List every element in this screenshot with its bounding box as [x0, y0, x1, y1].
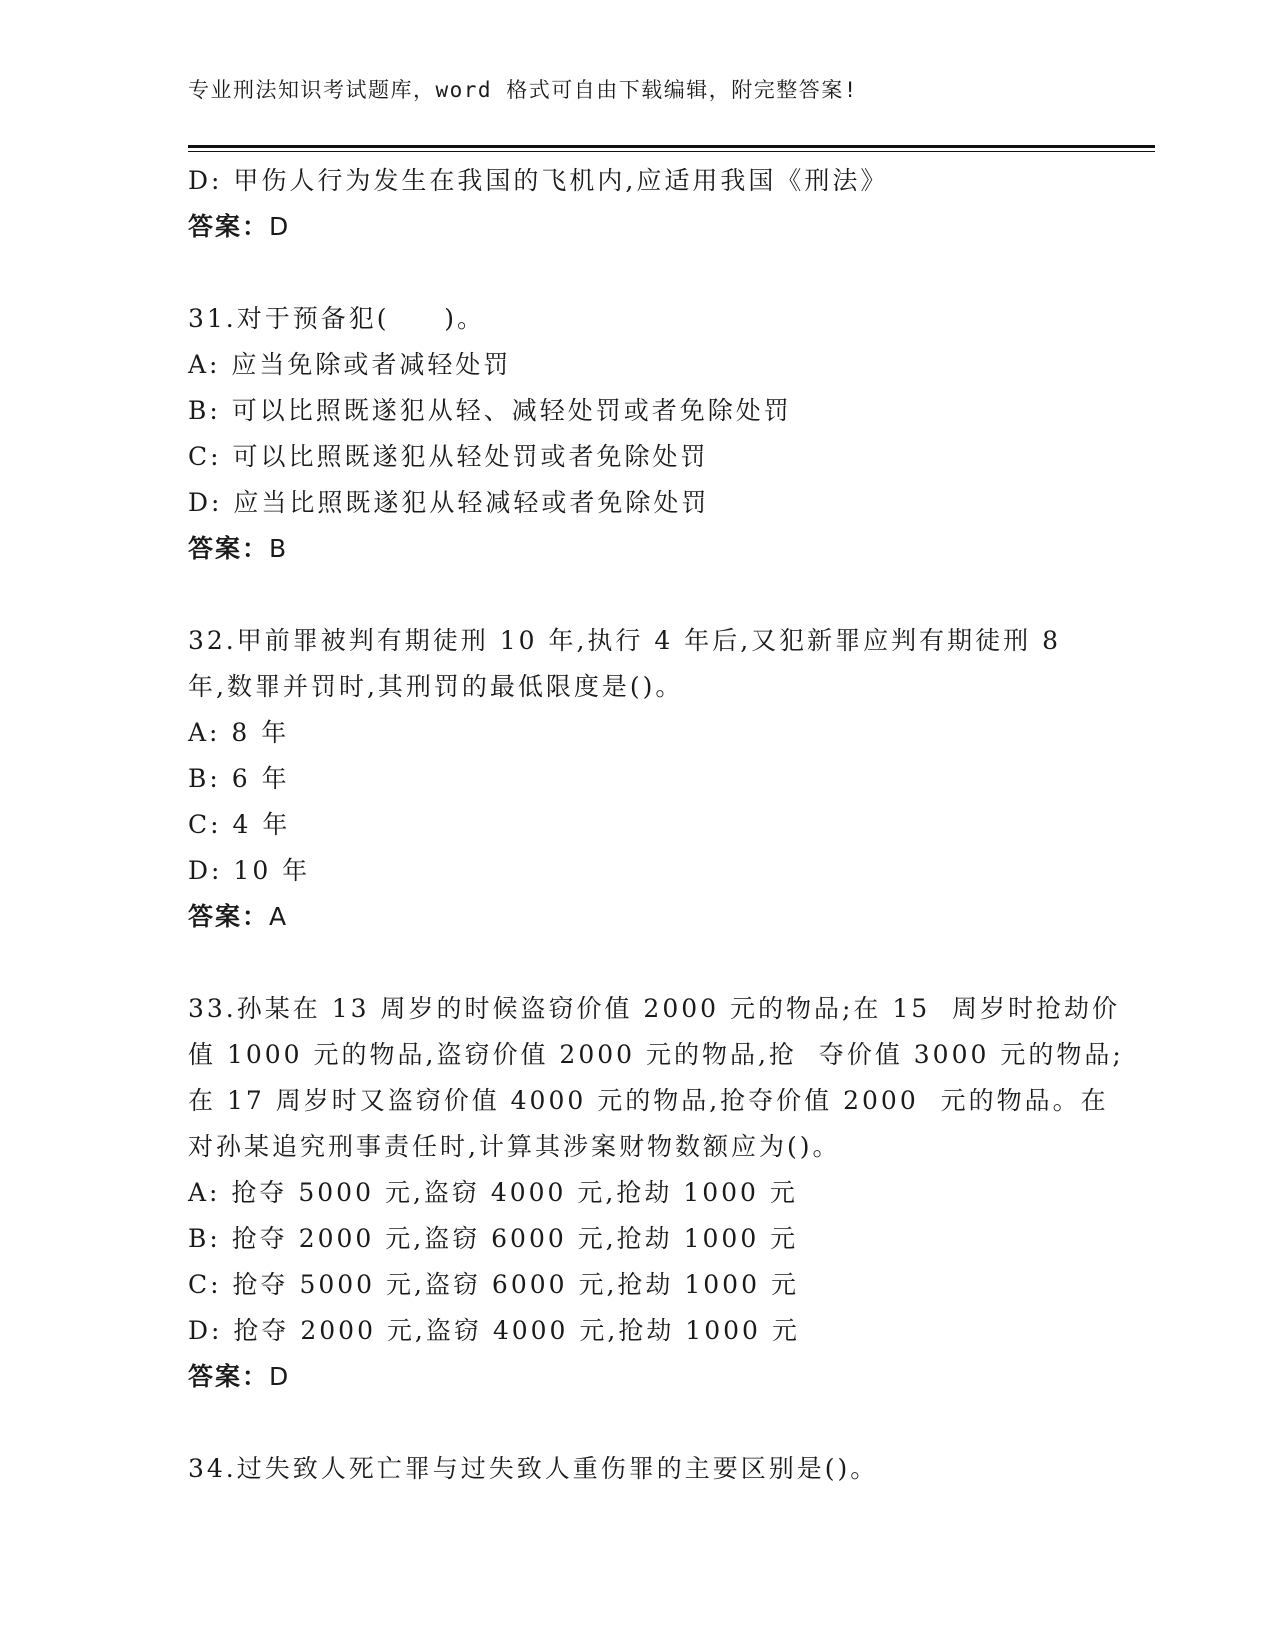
q33-option-c: C: 抢夺 5000 元,盗窃 6000 元,抢劫 1000 元: [188, 1270, 799, 1299]
header-rule-thin: [188, 151, 1155, 152]
q32-stem-line-2: 年,数罪并罚时,其刑罚的最低限度是()。: [188, 672, 684, 701]
answer-label: 答案：: [188, 212, 270, 241]
answer-label: 答案：: [188, 534, 270, 563]
q32-option-d: D: 10 年: [188, 856, 311, 885]
q32-answer: [188, 894, 1088, 940]
q31-option-a: A: 应当免除或者减轻处罚: [188, 350, 512, 379]
q32-option-c: C: 4 年: [188, 810, 291, 839]
prev-answer: [188, 204, 1088, 250]
prev-option-d: D: 甲伤人行为发生在我国的飞机内,应适用我国《刑法》: [188, 166, 889, 195]
q33-option-a: A: 抢夺 5000 元,盗窃 4000 元,抢劫 1000 元: [188, 1178, 798, 1207]
q31-option-c: C: 可以比照既遂犯从轻处罚或者免除处罚: [188, 442, 709, 471]
answer-value: B: [269, 534, 289, 563]
q33-stem-line-1: 33.孙某在 13 周岁的时候盗窃价值 2000 元的物品;在 15 周岁时抢劫价: [188, 994, 1121, 1023]
q33-stem-line-4: 对孙某追究刑事责任时,计算其涉案财物数额应为()。: [188, 1132, 841, 1161]
answer-value: D: [269, 1362, 291, 1391]
q31-stem: 31.对于预备犯( )。: [188, 304, 485, 333]
answer-value: D: [269, 212, 291, 241]
q31-answer: [188, 526, 1088, 572]
header-rule-thick: [188, 145, 1155, 148]
answer-label: 答案：: [188, 1362, 270, 1391]
q33-stem-line-2: 值 1000 元的物品,盗窃价值 2000 元的物品,抢 夺价值 3000 元的物品;: [188, 1040, 1124, 1069]
q32-stem-line-1: 32.甲前罪被判有期徒刑 10 年,执行 4 年后,又犯新罪应判有期徒刑 8: [188, 626, 1062, 655]
q31-option-b: B: 可以比照既遂犯从轻、减轻处罚或者免除处罚: [188, 396, 792, 425]
answer-value: A: [269, 902, 289, 931]
page-header: 专业刑法知识考试题库，word 格式可自由下载编辑，附完整答案!: [188, 78, 858, 102]
answer-label: 答案：: [188, 902, 270, 931]
q31-option-d: D: 应当比照既遂犯从轻减轻或者免除处罚: [188, 488, 710, 517]
q33-option-b: B: 抢夺 2000 元,盗窃 6000 元,抢劫 1000 元: [188, 1224, 799, 1253]
q33-answer: [188, 1354, 1088, 1400]
question-content: [188, 158, 1124, 1492]
q34-stem: 34.过失致人死亡罪与过失致人重伤罪的主要区别是()。: [188, 1454, 879, 1483]
q32-option-b: B: 6 年: [188, 764, 290, 793]
q32-option-a: A: 8 年: [188, 718, 290, 747]
q33-option-d: D: 抢夺 2000 元,盗窃 4000 元,抢劫 1000 元: [188, 1316, 800, 1345]
q33-stem-line-3: 在 17 周岁时又盗窃价值 4000 元的物品,抢夺价值 2000 元的物品。在: [188, 1086, 1109, 1115]
